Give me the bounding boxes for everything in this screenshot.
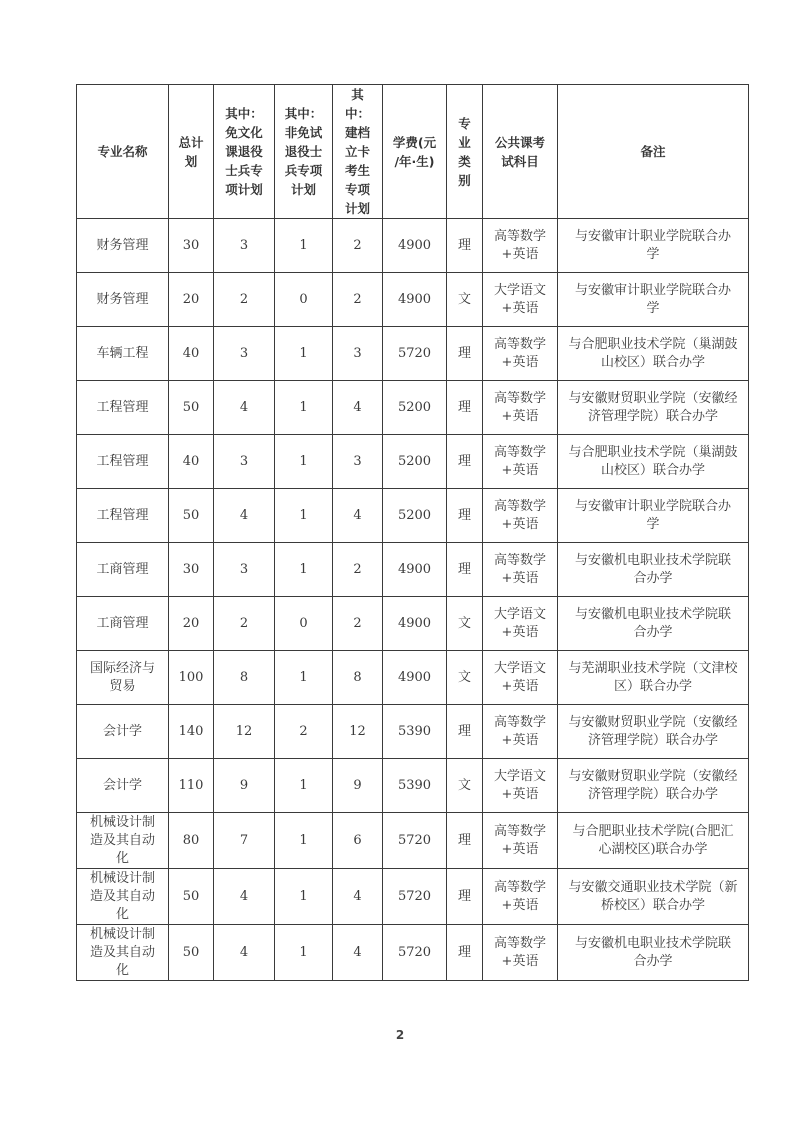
cell-exam-subjects-line: +英语 [501,516,539,532]
cell-nonexempt-veteran-plan: 1 [275,925,333,981]
cell-total-plan: 20 [169,597,214,651]
cell-exam-subjects-line: 高等数学 [493,228,546,244]
cell-remarks-line: 山校区）联合办学 [600,462,705,478]
cell-total-plan: 140 [169,705,214,759]
cell-remarks-line: 与安徽交通职业技术学院（新 [568,879,738,895]
cell-remarks [558,869,749,925]
cell-exam-subjects-line: +英语 [501,354,539,370]
cell-nonexempt-veteran-plan: 1 [275,489,333,543]
header-line: 考生 [344,163,370,178]
cell-major-name [77,327,169,381]
cell-remarks [558,543,749,597]
table-row [77,327,749,381]
cell-exempt-veteran-plan: 3 [214,219,275,273]
table-header-row [77,85,749,219]
cell-remarks-line: 济管理学院）联合办学 [587,408,718,424]
cell-major-name-line: 财务管理 [96,291,149,307]
cell-nonexempt-veteran-plan: 1 [275,381,333,435]
table-row [77,759,749,813]
cell-remarks-line: 合办学 [633,624,673,640]
cell-nonexempt-veteran-plan: 1 [275,869,333,925]
cell-exam-subjects [483,651,558,705]
cell-exam-subjects-line: 大学语文 [493,606,546,622]
cell-remarks [558,435,749,489]
cell-nonexempt-veteran-plan: 1 [275,813,333,869]
cell-exam-subjects [483,869,558,925]
cell-exam-subjects [483,543,558,597]
cell-remarks [558,705,749,759]
cell-major-name-line: 国际经济与 [89,660,155,676]
header-line: /年·生) [394,153,435,169]
cell-category: 理 [447,925,483,981]
cell-major-name-line: 化 [115,850,129,866]
cell-exam-subjects [483,925,558,981]
cell-nonexempt-veteran-plan: 0 [275,597,333,651]
cell-total-plan: 50 [169,869,214,925]
cell-poverty-plan: 4 [333,925,383,981]
cell-total-plan: 20 [169,273,214,327]
cell-poverty-plan: 8 [333,651,383,705]
header-line: 计划 [344,201,370,216]
cell-poverty-plan: 2 [333,597,383,651]
table-row [77,705,749,759]
cell-major-name-line: 车辆工程 [96,345,149,361]
cell-total-plan: 40 [169,435,214,489]
cell-major-name-line: 工程管理 [96,399,149,415]
cell-major-name-line: 工程管理 [96,507,149,523]
cell-major-name-line: 机械设计制 [89,870,155,886]
header-line: 中： [344,106,370,121]
header-line: 总计 [178,134,204,150]
cell-major-name-line: 造及其自动 [89,888,155,904]
header-line: 业 [458,134,471,150]
cell-remarks-line: 与芜湖职业技术学院（文津校 [568,660,738,676]
cell-remarks-line: 与安徽机电职业技术学院联 [574,935,731,951]
cell-major-name [77,489,169,543]
header-line: 免文化 [225,125,263,140]
cell-poverty-plan: 6 [333,813,383,869]
header-category [447,85,483,219]
cell-remarks-line: 与合肥职业技术学院(合肥汇 [572,823,734,839]
cell-exam-subjects-line: 高等数学 [493,336,546,352]
cell-category: 文 [447,651,483,705]
header-line: 备注 [640,144,666,159]
cell-exam-subjects [483,219,558,273]
cell-major-name [77,651,169,705]
cell-major-name-line: 机械设计制 [89,814,155,830]
cell-major-name-line: 会计学 [102,777,142,793]
cell-poverty-plan: 3 [333,327,383,381]
cell-remarks-line: 济管理学院）联合办学 [587,786,718,802]
cell-remarks-line: 与安徽财贸职业学院（安徽经 [568,390,738,406]
cell-exempt-veteran-plan: 12 [214,705,275,759]
cell-exempt-veteran-plan: 3 [214,327,275,381]
cell-major-name [77,435,169,489]
cell-exempt-veteran-plan: 8 [214,651,275,705]
cell-exempt-veteran-plan: 4 [214,925,275,981]
cell-category: 理 [447,705,483,759]
cell-remarks-line: 与安徽机电职业技术学院联 [574,606,731,622]
cell-remarks-line: 区）联合办学 [613,678,692,694]
cell-poverty-plan: 3 [333,435,383,489]
cell-exempt-veteran-plan: 3 [214,543,275,597]
cell-exam-subjects-line: 高等数学 [493,823,546,839]
cell-tuition: 5200 [383,489,447,543]
table-row [77,651,749,705]
cell-exam-subjects [483,597,558,651]
cell-exam-subjects-line: +英语 [501,678,539,694]
cell-exam-subjects [483,813,558,869]
cell-remarks [558,759,749,813]
header-line: 建档 [344,125,370,140]
cell-major-name-line: 工商管理 [96,615,149,631]
cell-remarks [558,273,749,327]
table-row [77,813,749,869]
cell-tuition: 4900 [383,273,447,327]
cell-nonexempt-veteran-plan: 1 [275,759,333,813]
cell-major-name-line: 化 [115,962,129,978]
header-line: 立卡 [344,144,370,159]
cell-exam-subjects-line: +英语 [501,408,539,424]
header-line: 学费(元 [392,134,437,150]
table-row [77,925,749,981]
cell-exempt-veteran-plan: 7 [214,813,275,869]
header-line: 别 [458,172,471,188]
table-body [77,219,749,981]
header-remarks [558,85,749,219]
enrollment-plan-table [76,84,749,981]
cell-exam-subjects-line: 大学语文 [493,768,546,784]
cell-major-name [77,273,169,327]
cell-exam-subjects-line: +英语 [501,953,539,969]
cell-major-name-line: 化 [115,906,129,922]
cell-exam-subjects-line: +英语 [501,786,539,802]
cell-major-name-line: 造及其自动 [89,944,155,960]
cell-total-plan: 30 [169,543,214,597]
cell-category: 文 [447,597,483,651]
cell-remarks-line: 与合肥职业技术学院（巢湖鼓 [568,336,738,352]
cell-exam-subjects-line: 高等数学 [493,935,546,951]
header-line: 士兵专 [225,163,263,178]
cell-remarks-line: 心湖校区)联合办学 [598,841,708,857]
cell-remarks-line: 学 [646,300,660,316]
cell-exam-subjects [483,273,558,327]
cell-exam-subjects-line: +英语 [501,462,539,478]
header-line: 专 [458,115,471,131]
cell-major-name [77,543,169,597]
cell-remarks [558,813,749,869]
cell-poverty-plan: 2 [333,273,383,327]
cell-exam-subjects-line: 高等数学 [493,444,546,460]
cell-nonexempt-veteran-plan: 0 [275,273,333,327]
cell-exam-subjects-line: 高等数学 [493,390,546,406]
cell-exam-subjects-line: +英语 [501,570,539,586]
cell-tuition: 5720 [383,869,447,925]
cell-remarks [558,597,749,651]
table-row [77,219,749,273]
cell-tuition: 5390 [383,759,447,813]
cell-remarks-line: 合办学 [633,570,673,586]
cell-remarks-line: 合办学 [633,953,673,969]
cell-major-name [77,705,169,759]
cell-remarks-line: 与安徽审计职业学院联合办 [574,282,731,298]
cell-major-name-line: 财务管理 [96,237,149,253]
cell-tuition: 4900 [383,651,447,705]
cell-total-plan: 50 [169,381,214,435]
header-line: 专项 [344,182,370,197]
cell-major-name-line: 机械设计制 [89,926,155,942]
cell-exam-subjects-line: 大学语文 [493,660,546,676]
cell-remarks [558,219,749,273]
table-row [77,869,749,925]
header-exam-subjects [483,85,558,219]
header-line: 其中： [225,106,263,121]
cell-major-name-line: 工商管理 [96,561,149,577]
cell-nonexempt-veteran-plan: 2 [275,705,333,759]
cell-major-name-line: 会计学 [102,723,142,739]
cell-poverty-plan: 4 [333,869,383,925]
header-major-name [77,85,169,219]
cell-major-name [77,597,169,651]
header-line: 项计划 [225,182,263,197]
cell-major-name-line: 造及其自动 [89,832,155,848]
header-line: 试科目 [501,153,539,169]
cell-major-name [77,869,169,925]
cell-total-plan: 30 [169,219,214,273]
cell-exam-subjects-line: +英语 [501,841,539,857]
cell-total-plan: 40 [169,327,214,381]
cell-poverty-plan: 4 [333,489,383,543]
cell-exam-subjects [483,381,558,435]
cell-major-name [77,813,169,869]
cell-remarks-line: 与合肥职业技术学院（巢湖鼓 [568,444,738,460]
cell-exam-subjects-line: +英语 [501,732,539,748]
cell-category: 文 [447,759,483,813]
cell-category: 理 [447,869,483,925]
cell-exam-subjects-line: 高等数学 [493,498,546,514]
cell-poverty-plan: 2 [333,543,383,597]
page-number: 2 [395,1028,405,1042]
header-tuition [383,85,447,219]
header-poverty-plan [333,85,383,219]
cell-major-name-line: 工程管理 [96,453,149,469]
header-line: 计划 [290,182,316,197]
cell-category: 理 [447,435,483,489]
cell-exempt-veteran-plan: 4 [214,869,275,925]
cell-remarks [558,651,749,705]
cell-tuition: 5390 [383,705,447,759]
cell-exam-subjects [483,327,558,381]
cell-total-plan: 50 [169,925,214,981]
header-line: 划 [184,153,198,169]
header-line: 退役士 [284,144,323,159]
cell-remarks-line: 与安徽审计职业学院联合办 [574,228,731,244]
cell-remarks-line: 山校区）联合办学 [600,354,705,370]
cell-tuition: 5200 [383,381,447,435]
cell-total-plan: 80 [169,813,214,869]
cell-remarks-line: 学 [646,516,660,532]
cell-exam-subjects-line: +英语 [501,897,539,913]
cell-exempt-veteran-plan: 2 [214,273,275,327]
cell-nonexempt-veteran-plan: 1 [275,543,333,597]
cell-remarks [558,327,749,381]
cell-remarks [558,925,749,981]
cell-category: 理 [447,813,483,869]
cell-poverty-plan: 4 [333,381,383,435]
table-row [77,381,749,435]
cell-total-plan: 110 [169,759,214,813]
header-line: 专业名称 [97,144,148,159]
header-line: 类 [458,153,471,169]
table-row [77,435,749,489]
cell-remarks-line: 与安徽机电职业技术学院联 [574,552,731,568]
table-row [77,273,749,327]
cell-exam-subjects-line: +英语 [501,246,539,262]
cell-total-plan: 50 [169,489,214,543]
cell-exam-subjects [483,759,558,813]
cell-nonexempt-veteran-plan: 1 [275,327,333,381]
cell-exam-subjects-line: 高等数学 [493,714,546,730]
header-nonexempt-veteran-plan [275,85,333,219]
cell-category: 理 [447,381,483,435]
cell-category: 理 [447,543,483,597]
cell-tuition: 5200 [383,435,447,489]
header-line: 非免试 [284,125,323,140]
cell-nonexempt-veteran-plan: 1 [275,219,333,273]
cell-exam-subjects-line: +英语 [501,300,539,316]
cell-nonexempt-veteran-plan: 1 [275,651,333,705]
table-row [77,597,749,651]
cell-total-plan: 100 [169,651,214,705]
cell-nonexempt-veteran-plan: 1 [275,435,333,489]
header-line: 兵专项 [284,163,323,178]
header-line: 公共课考 [494,134,545,150]
cell-tuition: 5720 [383,327,447,381]
header-line: 课退役 [225,144,263,159]
cell-poverty-plan: 9 [333,759,383,813]
cell-exempt-veteran-plan: 3 [214,435,275,489]
cell-remarks-line: 桥校区）联合办学 [600,897,705,913]
cell-major-name [77,381,169,435]
cell-exam-subjects-line: 高等数学 [493,552,546,568]
cell-exam-subjects-line: 大学语文 [493,282,546,298]
cell-category: 理 [447,327,483,381]
cell-poverty-plan: 12 [333,705,383,759]
cell-major-name [77,759,169,813]
table-row [77,543,749,597]
cell-tuition: 4900 [383,597,447,651]
cell-category: 文 [447,273,483,327]
cell-exam-subjects [483,435,558,489]
cell-exempt-veteran-plan: 9 [214,759,275,813]
cell-major-name [77,219,169,273]
cell-exam-subjects-line: 高等数学 [493,879,546,895]
cell-remarks-line: 与安徽审计职业学院联合办 [574,498,731,514]
cell-category: 理 [447,489,483,543]
cell-remarks-line: 与安徽财贸职业学院（安徽经 [568,714,738,730]
cell-tuition: 4900 [383,543,447,597]
cell-major-name [77,925,169,981]
cell-major-name-line: 贸易 [109,678,136,694]
table-row [77,489,749,543]
cell-tuition: 5720 [383,813,447,869]
header-line: 其中： [284,106,323,121]
cell-exam-subjects [483,705,558,759]
cell-exempt-veteran-plan: 2 [214,597,275,651]
cell-exam-subjects [483,489,558,543]
cell-poverty-plan: 2 [333,219,383,273]
cell-remarks-line: 济管理学院）联合办学 [587,732,718,748]
cell-remarks [558,489,749,543]
header-exempt-veteran-plan [214,85,275,219]
cell-exam-subjects-line: +英语 [501,624,539,640]
cell-remarks-line: 学 [646,246,660,262]
cell-tuition: 5720 [383,925,447,981]
cell-exempt-veteran-plan: 4 [214,381,275,435]
header-total-plan [169,85,214,219]
cell-remarks-line: 与安徽财贸职业学院（安徽经 [568,768,738,784]
header-line: 其 [351,87,364,102]
cell-exempt-veteran-plan: 4 [214,489,275,543]
cell-tuition: 4900 [383,219,447,273]
cell-remarks [558,381,749,435]
cell-category: 理 [447,219,483,273]
